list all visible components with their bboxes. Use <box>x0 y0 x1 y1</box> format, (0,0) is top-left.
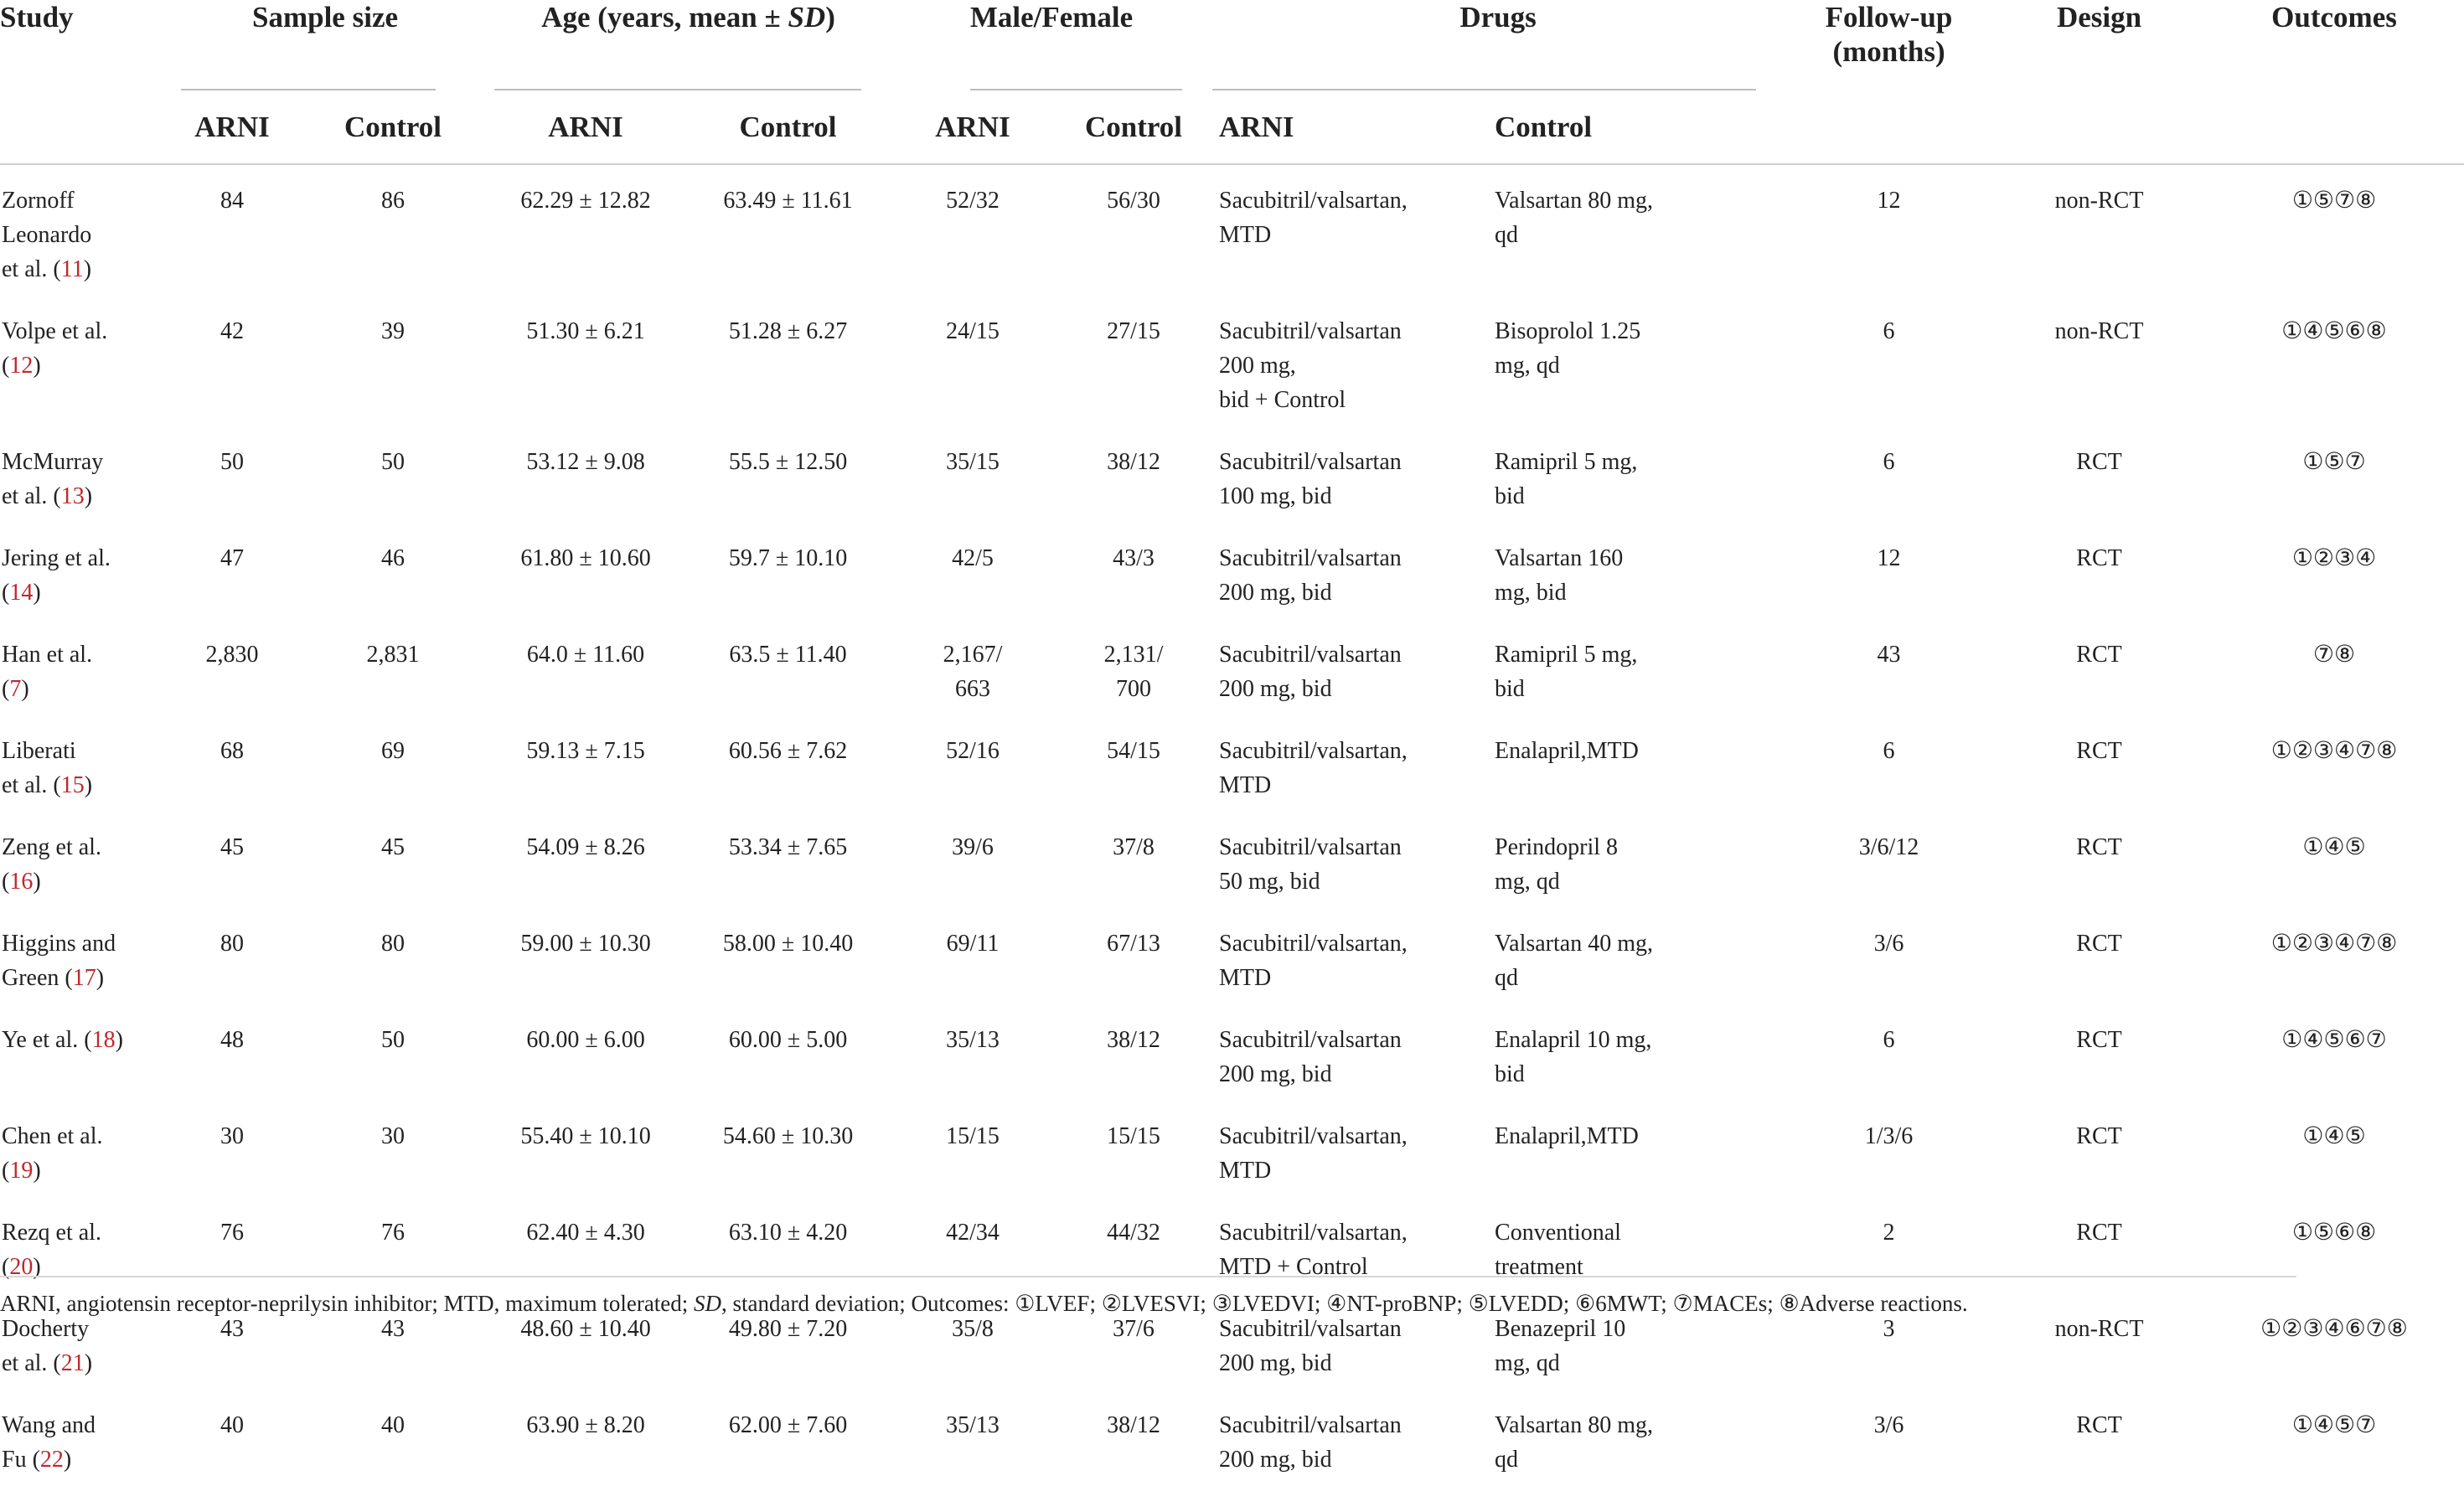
header-design: Design <box>1994 0 2204 164</box>
study-cell: Han et al. (7) <box>2 642 93 702</box>
reference-link[interactable]: 7 <box>9 676 22 702</box>
sample-control-cell: 30 <box>381 1123 405 1149</box>
design-cell: RCT <box>2076 738 2122 764</box>
drug-control-cell: Ramipril 5 mg, bid <box>1495 449 1638 509</box>
study-cell: Zornoff Leonardo et al. (11) <box>2 188 92 282</box>
mf-arni-cell: 69/11 <box>946 931 1000 957</box>
sample-control-cell: 43 <box>381 1316 405 1342</box>
followup-cell: 3/6 <box>1873 931 1904 957</box>
header-male-female: Male/Female <box>891 0 1212 90</box>
table-row <box>0 523 2464 619</box>
sample-control-cell: 45 <box>381 834 405 860</box>
age-arni-cell: 55.40 ± 10.10 <box>520 1123 651 1149</box>
mf-control-cell: 54/15 <box>1107 738 1160 764</box>
sample-control-cell: 2,831 <box>366 642 420 668</box>
table-row <box>0 715 2464 812</box>
drug-arni-cell: Sacubitril/valsartan, MTD + Control <box>1219 1220 1408 1280</box>
followup-cell: 6 <box>1883 449 1895 475</box>
table-row <box>0 812 2464 908</box>
table-footnote: ARNI, angiotensin receptor-neprilysin inhibitor; MTD, maximum tolerated; SD, standard deviation; Outcomes: ①LVEF; ②LVESVI; ③LVEDVI; ④NT-proBNP; ⑤LVEDD; ⑥6MWT; ⑦MACEs; ⑧Adverse reactions. <box>0 1276 2296 1318</box>
drug-arni-cell: Sacubitril/valsartan, MTD <box>1219 188 1408 248</box>
header-study: Study <box>0 0 164 164</box>
mf-control-cell: 67/13 <box>1107 931 1160 957</box>
design-cell: RCT <box>2076 449 2122 475</box>
mf-control-cell: 38/12 <box>1107 1027 1160 1053</box>
age-control-cell: 53.34 ± 7.65 <box>728 834 848 860</box>
drug-control-cell: Enalapril 10 mg, bid <box>1495 1027 1652 1087</box>
study-cell: Wang and Fu (22) <box>2 1412 96 1473</box>
design-cell: non-RCT <box>2054 318 2144 344</box>
table-row <box>0 1390 2464 1486</box>
age-arni-cell: 59.13 ± 7.15 <box>526 738 645 764</box>
mf-arni-cell: 2,167/ 663 <box>943 642 1003 702</box>
table-row <box>0 296 2464 426</box>
mf-arni-cell: 35/15 <box>946 449 1000 475</box>
reference-link[interactable]: 22 <box>39 1447 64 1473</box>
mf-arni-cell: 39/6 <box>952 834 994 860</box>
drug-arni-cell: Sacubitril/valsartan, MTD <box>1219 1123 1408 1184</box>
header-mf-control: Control <box>1055 90 1212 164</box>
header-drug-arni: ARNI <box>1212 90 1488 164</box>
drug-control-cell: Ramipril 5 mg, bid <box>1495 642 1638 702</box>
reference-link[interactable]: 11 <box>60 256 84 282</box>
outcomes-cell: ①④⑤⑦ <box>2291 1412 2377 1438</box>
age-arni-cell: 61.80 ± 10.60 <box>520 545 651 571</box>
mf-control-cell: 56/30 <box>1107 188 1160 214</box>
outcomes-cell: ⑦⑧ <box>2312 642 2356 668</box>
reference-link[interactable]: 12 <box>9 353 34 379</box>
age-arni-cell: 63.90 ± 8.20 <box>526 1412 645 1438</box>
sample-arni-cell: 40 <box>220 1412 244 1438</box>
design-cell: RCT <box>2076 642 2122 668</box>
drug-arni-cell: Sacubitril/valsartan 200 mg, bid + Control <box>1219 318 1402 413</box>
header-age-control: Control <box>685 90 891 164</box>
design-cell: non-RCT <box>2054 1316 2144 1342</box>
outcomes-cell: ①⑤⑦⑧ <box>2291 188 2377 214</box>
age-control-cell: 63.10 ± 4.20 <box>728 1220 848 1246</box>
reference-link[interactable]: 20 <box>9 1254 34 1280</box>
age-arni-cell: 64.0 ± 11.60 <box>526 642 645 668</box>
age-arni-cell: 53.12 ± 9.08 <box>526 449 645 475</box>
drug-arni-cell: Sacubitril/valsartan, MTD <box>1219 931 1408 991</box>
mf-control-cell: 38/12 <box>1107 1412 1160 1438</box>
drug-control-cell: Enalapril,MTD <box>1495 738 1639 764</box>
study-cell: Volpe et al. (12) <box>2 318 108 379</box>
age-control-cell: 63.5 ± 11.40 <box>729 642 847 668</box>
outcomes-cell: ①②③④ <box>2291 545 2377 571</box>
drug-arni-cell: Sacubitril/valsartan, MTD <box>1219 738 1408 798</box>
outcomes-cell: ①⑤⑥⑧ <box>2291 1220 2377 1246</box>
sample-control-cell: 50 <box>381 1027 405 1053</box>
sample-control-cell: 40 <box>381 1412 405 1438</box>
followup-cell: 43 <box>1877 642 1901 668</box>
study-cell: Rezq et al. (20) <box>2 1220 101 1280</box>
age-arni-cell: 62.40 ± 4.30 <box>526 1220 645 1246</box>
reference-link[interactable]: 18 <box>91 1027 116 1053</box>
header-ss-arni: ARNI <box>164 90 300 164</box>
drug-control-cell: Conventional treatment <box>1495 1220 1621 1280</box>
drug-control-cell: Enalapril,MTD <box>1495 1123 1639 1149</box>
study-cell: McMurray et al. (13) <box>2 449 104 509</box>
mf-control-cell: 44/32 <box>1107 1220 1160 1246</box>
age-arni-cell: 51.30 ± 6.21 <box>526 318 645 344</box>
drug-control-cell: Valsartan 40 mg, qd <box>1495 931 1653 991</box>
drug-control-cell: Valsartan 80 mg, qd <box>1495 1412 1653 1473</box>
mf-arni-cell: 52/16 <box>946 738 1000 764</box>
reference-link[interactable]: 19 <box>9 1158 34 1184</box>
header-followup: Follow-up (months) <box>1784 0 1994 164</box>
design-cell: RCT <box>2076 1412 2122 1438</box>
age-arni-cell: 54.09 ± 8.26 <box>526 834 645 860</box>
reference-link[interactable]: 17 <box>72 965 96 991</box>
age-arni-cell: 60.00 ± 6.00 <box>526 1027 645 1053</box>
age-control-cell: 55.5 ± 12.50 <box>728 449 848 475</box>
mf-control-cell: 38/12 <box>1107 449 1160 475</box>
outcomes-cell: ①④⑤⑥⑧ <box>2281 318 2387 344</box>
sample-control-cell: 46 <box>381 545 405 571</box>
followup-cell: 6 <box>1883 318 1895 344</box>
mf-control-cell: 37/6 <box>1113 1316 1155 1342</box>
mf-arni-cell: 24/15 <box>946 318 1000 344</box>
design-cell: RCT <box>2076 1027 2122 1053</box>
mf-arni-cell: 42/34 <box>946 1220 1000 1246</box>
sample-arni-cell: 80 <box>220 931 244 957</box>
age-control-cell: 63.49 ± 11.61 <box>723 188 853 214</box>
sample-arni-cell: 47 <box>220 545 244 571</box>
mf-control-cell: 37/8 <box>1113 834 1155 860</box>
design-cell: RCT <box>2076 834 2122 860</box>
age-control-cell: 59.7 ± 10.10 <box>728 545 848 571</box>
header-drug-control: Control <box>1488 90 1784 164</box>
sample-arni-cell: 48 <box>220 1027 244 1053</box>
reference-link[interactable]: 16 <box>9 869 34 895</box>
age-control-cell: 58.00 ± 10.40 <box>722 931 854 957</box>
drug-control-cell: Benazepril 10 mg, qd <box>1495 1316 1626 1376</box>
sample-control-cell: 39 <box>381 318 405 344</box>
drug-control-cell: Valsartan 160 mg, bid <box>1495 545 1624 606</box>
table-row <box>0 1004 2464 1101</box>
drug-arni-cell: Sacubitril/valsartan 200 mg, bid <box>1219 1316 1402 1376</box>
header-outcomes: Outcomes <box>2204 0 2464 164</box>
drug-control-cell: Perindopril 8 mg, qd <box>1495 834 1619 895</box>
sample-arni-cell: 68 <box>220 738 244 764</box>
mf-arni-cell: 42/5 <box>952 545 994 571</box>
sample-control-cell: 80 <box>381 931 405 957</box>
age-control-cell: 49.80 ± 7.20 <box>728 1316 848 1342</box>
design-cell: non-RCT <box>2054 188 2144 214</box>
followup-cell: 3/6 <box>1873 1412 1904 1438</box>
sample-arni-cell: 30 <box>220 1123 244 1149</box>
sample-arni-cell: 76 <box>220 1220 244 1246</box>
study-cell: Liberati et al. (15) <box>2 738 93 798</box>
followup-cell: 6 <box>1883 738 1895 764</box>
study-cell: Higgins and Green (17) <box>2 931 116 991</box>
table-row <box>0 164 2464 296</box>
header-mf-arni: ARNI <box>891 90 1055 164</box>
design-cell: RCT <box>2076 1220 2122 1246</box>
outcomes-cell: ①④⑤⑥⑦ <box>2281 1027 2387 1053</box>
header-ss-control: Control <box>300 90 486 164</box>
sample-arni-cell: 42 <box>220 318 244 344</box>
table-row <box>0 619 2464 715</box>
followup-cell: 12 <box>1877 188 1901 214</box>
header-age: Age (years, mean ± SD) <box>486 0 891 90</box>
mf-arni-cell: 35/13 <box>946 1027 1000 1053</box>
outcomes-cell: ①②③④⑦⑧ <box>2270 738 2398 764</box>
study-cell: Chen et al. (19) <box>2 1123 103 1184</box>
study-cell: Zeng et al. (16) <box>2 834 101 895</box>
drug-control-cell: Bisoprolol 1.25 mg, qd <box>1495 318 1641 379</box>
mf-arni-cell: 15/15 <box>946 1123 1000 1149</box>
study-cell: Docherty et al. (21) <box>2 1316 93 1376</box>
reference-link[interactable]: 21 <box>60 1350 85 1376</box>
age-arni-cell: 59.00 ± 10.30 <box>520 931 651 957</box>
age-arni-cell: 48.60 ± 10.40 <box>520 1316 651 1342</box>
age-control-cell: 51.28 ± 6.27 <box>728 318 848 344</box>
drug-arni-cell: Sacubitril/valsartan 50 mg, bid <box>1219 834 1402 895</box>
age-control-cell: 54.60 ± 10.30 <box>722 1123 854 1149</box>
sample-arni-cell: 45 <box>220 834 244 860</box>
design-cell: RCT <box>2076 931 2122 957</box>
mf-arni-cell: 35/13 <box>946 1412 1000 1438</box>
header-age-arni: ARNI <box>486 90 685 164</box>
sample-arni-cell: 43 <box>220 1316 244 1342</box>
table-row <box>0 1101 2464 1197</box>
sample-control-cell: 50 <box>381 449 405 475</box>
sample-control-cell: 76 <box>381 1220 405 1246</box>
drug-arni-cell: Sacubitril/valsartan 200 mg, bid <box>1219 1027 1402 1087</box>
table-row <box>0 908 2464 1004</box>
age-control-cell: 62.00 ± 7.60 <box>728 1412 848 1438</box>
outcomes-cell: ①②③④⑦⑧ <box>2270 931 2398 957</box>
outcomes-cell: ①②③④⑥⑦⑧ <box>2260 1316 2408 1342</box>
followup-cell: 3 <box>1883 1316 1895 1342</box>
mf-arni-cell: 52/32 <box>946 188 1000 214</box>
drug-control-cell: Valsartan 80 mg, qd <box>1495 188 1653 248</box>
study-cell: Jering et al. (14) <box>2 545 111 606</box>
table-row <box>0 426 2464 523</box>
mf-arni-cell: 35/8 <box>952 1316 994 1342</box>
outcomes-cell: ①④⑤ <box>2302 1123 2366 1149</box>
followup-cell: 12 <box>1877 545 1901 571</box>
design-cell: RCT <box>2076 1123 2122 1149</box>
reference-link[interactable]: 14 <box>9 580 34 606</box>
followup-cell: 3/6/12 <box>1858 834 1919 860</box>
drug-arni-cell: Sacubitril/valsartan 200 mg, bid <box>1219 1412 1402 1473</box>
reference-link[interactable]: 13 <box>60 483 85 509</box>
mf-control-cell: 43/3 <box>1113 545 1155 571</box>
header-row-top <box>0 0 2464 90</box>
followup-cell: 6 <box>1883 1027 1895 1053</box>
sample-arni-cell: 50 <box>220 449 244 475</box>
mf-control-cell: 15/15 <box>1107 1123 1160 1149</box>
header-sample-size: Sample size <box>164 0 486 90</box>
outcomes-cell: ①④⑤ <box>2302 834 2366 860</box>
study-cell: Ye et al. (18) <box>2 1027 123 1053</box>
age-control-cell: 60.56 ± 7.62 <box>728 738 848 764</box>
mf-control-cell: 2,131/ 700 <box>1103 642 1164 702</box>
followup-cell: 1/3/6 <box>1864 1123 1914 1149</box>
sample-control-cell: 69 <box>381 738 405 764</box>
outcomes-cell: ①⑤⑦ <box>2302 449 2366 475</box>
mf-control-cell: 27/15 <box>1107 318 1160 344</box>
header-drugs: Drugs <box>1212 0 1784 90</box>
sample-control-cell: 86 <box>381 188 405 214</box>
age-control-cell: 60.00 ± 5.00 <box>728 1027 848 1053</box>
drug-arni-cell: Sacubitril/valsartan 100 mg, bid <box>1219 449 1402 509</box>
drug-arni-cell: Sacubitril/valsartan 200 mg, bid <box>1219 642 1402 702</box>
drug-arni-cell: Sacubitril/valsartan 200 mg, bid <box>1219 545 1402 606</box>
followup-cell: 2 <box>1883 1220 1895 1246</box>
sample-arni-cell: 2,830 <box>205 642 259 668</box>
design-cell: RCT <box>2076 545 2122 571</box>
age-arni-cell: 62.29 ± 12.82 <box>520 188 651 214</box>
sample-arni-cell: 84 <box>220 188 244 214</box>
reference-link[interactable]: 15 <box>60 772 85 798</box>
